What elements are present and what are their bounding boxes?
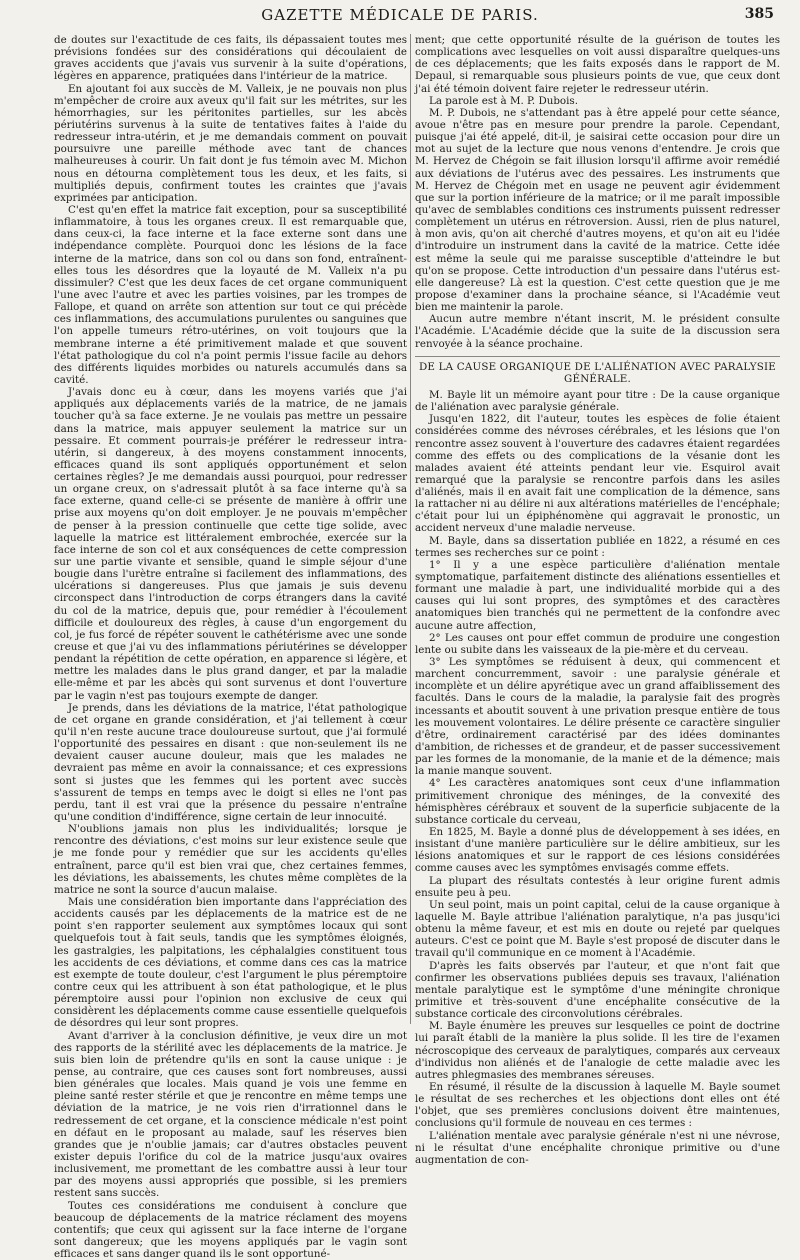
left-column	[54, 34, 407, 1026]
paragraph: En ajoutant foi aux succès de M. Valleix, je ne pouvais non plus m'empêcher de croire aux aveux qu'il fait sur les métrites, sur les hémorrhagies, sur les péritonites partielles, sur les abcès périutérins survenus à la suite de tentatives faites à l'aide du redresseur intra-utérin, et je me demandais comment on pouvait poursuivre une pareille méthode avec tant de chances malheureuses à courir. Un fait dont je fus témoin avec M. Michon nous en détourna complètement tous les deux, et les faits, si multipliés depuis, confirment toutes les craintes que j'avais exprimées par anticipation.	[54, 83, 407, 204]
paragraph: Aucun autre membre n'étant inscrit, M. le président consulte l'Académie. L'Académie décide que la suite de la discussion sera renvoyée à la séance prochaine.	[415, 313, 780, 349]
paragraph: 3° Les symptômes se réduisent à deux, qui commencent et marchent concurremment, savoir : une paralysie générale et incomplète et un délire apyrétique avec un grand affaiblissement des facultés. Dans le cours de la maladie, la paralysie fait des progrès incessants et aboutit souvent à une privation presque entière de tous les mouvement volontaires. Le délire présente ce caractère singulier d'être, ordinairement caractérisé par des idées dominantes d'ambition, de richesses et de grandeur, et de passer successivement par les formes de la monomanie, de la manie et de la démence; mais la manie manque souvent.	[415, 656, 780, 777]
paragraph: M. Bayle énumère les preuves sur lesquelles ce point de doctrine lui paraît établi de la manière la plus solide. Il les tire de l'examen nécroscopique des cerveaux de paralytiques, comparés aux cerveaux d'individus non aliénés et de l'analogie de cette maladie avec les autres phlegmasies des membranes séreuses.	[415, 1020, 780, 1081]
paragraph: M. Bayle lit un mémoire ayant pour titre : De la cause organique de l'aliénation avec paralysie générale.	[415, 389, 780, 413]
paragraph: M. P. Dubois, ne s'attendant pas à être appelé pour cette séance, avoue n'être pas en mesure pour prendre la parole. Cependant, puisque j'ai été appelé, dit-il, je saisirai cette occasion pour dire un mot au sujet de la lecture que nous venons d'entendre. Je crois que M. Hervez de Chégoin se fait illusion lorsqu'il affirme avoir remédié aux déviations de l'utérus avec des pessaires. Les instruments que M. Hervez de Chégoin met en usage ne peuvent agir évidemment que sur la portion inférieure de la matrice; or il me paraît impossible qu'avec de semblables conditions ces instruments puissent redresser complètement un utérus en rétroversion. Aussi, rien de plus naturel, à mon avis, qu'on ait cherché d'autres moyens, et qu'on ait eu l'idée d'introduire un instrument dans la cavité de la matrice. Cette idée est même la seule qui me paraisse susceptible d'atteindre le but qu'on se propose. Cette introduction d'un pessaire dans l'utérus est-elle dangereuse? Là est la question. C'est cette question que je me propose d'examiner dans la prochaine séance, si l'Académie veut bien me maintenir la parole.	[415, 107, 780, 313]
paragraph: Avant d'arriver à la conclusion définitive, je veux dire un mot des rapports de la stérilité avec les déplacements de la matrice. Je suis bien loin de prétendre qu'ils en sont la cause unique : je pense, au contraire, que ces causes sont fort nombreuses, aussi bien générales que locales. Mais quand je vois une femme en pleine santé rester stérile et que je rencontre en même temps une déviation de la matrice, je ne vois rien d'irrationnel dans le redressement de cet organe, et la conscience médicale n'est point en défaut en le proposant au malade, sauf les réserves bien grandes que je n'oublie jamais; car d'autres obstacles peuvent exister depuis l'orifice du col de la matrice jusqu'aux ovaires inclusivement, me promettant de les combattre aussi à leur tour par des moyens aussi appropriés que possible, si les premiers restent sans succès.	[54, 1030, 407, 1200]
paragraph: Je prends, dans les déviations de la matrice, l'état pathologique de cet organe en grande considération, et j'ai tellement à cœur qu'il n'en reste aucune trace douloureuse surtout, que j'ai formulé l'opportunité des pessaires en disant : que non-seulement ils ne devaient causer aucune douleur, mais que les malades ne devraient pas même en avoir la connaissance; et ces expressions sont si justes que les femmes qui les portent avec succès s'assurent de temps en temps avec le doigt si elles ne l'ont pas perdu, tant il est vrai que la présence du pessaire n'entraîne qu'une condition d'indifférence, signe certain de leur innocuité.	[54, 702, 407, 823]
column-divider	[410, 34, 411, 1024]
section-heading: DE LA CAUSE ORGANIQUE DE L'ALIÉNATION AVEC PARALYSIE GÉNÉRALE.	[415, 356, 780, 385]
paragraph: Un seul point, mais un point capital, celui de la cause organique à laquelle M. Bayle attribue l'aliénation paralytique, n'a pas jusqu'ici obtenu la même faveur, et est mis en doute ou rejeté par quelques auteurs. C'est ce point que M. Bayle s'est proposé de discuter dans le travail qu'il communique en ce moment à l'Académie.	[415, 899, 780, 960]
paragraph: ment; que cette opportunité résulte de la guérison de toutes les complications avec lesquelles on voit aussi disparaître quelques-uns de ces déplacements; que les faits exposés dans le rapport de M. Depaul, si remarquable sous plusieurs points de vue, que ceux dont j'ai été témoin doivent faire rejeter le redresseur utérin.	[415, 34, 780, 95]
paragraph: En résumé, il résulte de la discussion à laquelle M. Bayle soumet le résultat de ses recherches et les objections dont elles ont été l'objet, que ses premières conclusions doivent être maintenues, conclusions qu'il formule de nouveau en ces termes :	[415, 1081, 780, 1130]
paragraph: C'est qu'en effet la matrice fait exception, pour sa susceptibilité inflammatoire, à tous les organes creux. Il est remarquable que, dans ceux-ci, la face interne et la face externe sont dans une indépendance complète. Pourquoi donc les lésions de la face interne de la matrice, dans son col ou dans son fond, entraînent-elles tous les désordres que la loyauté de M. Valleix n'a pu dissimuler? C'est que les deux faces de cet organe communiquent l'une avec l'autre et avec les parties voisines, par les trompes de Fallope, et quand on arrête son attention sur tout ce qui précède ces inflammations, des accumulations purulentes ou sanguines que l'on appelle tumeurs rétro-utérines, on voit toujours que la membrane interne a été primitivement malade et que souvent l'état pathologique du col n'a point permis l'issue facile au dehors des différents liquides morbides ou naturels accumulés dans sa cavité.	[54, 204, 407, 386]
paragraph: de doutes sur l'exactitude de ces faits, ils dépassaient toutes mes prévisions fondées sur des considérations qui découlaient de graves accidents que j'avais vus survenir à la suite d'opérations, légères en apparence, pratiquées dans l'intérieur de la matrice.	[54, 34, 407, 83]
paragraph: 2° Les causes ont pour effet commun de produire une congestion lente ou subite dans les vaisseaux de la pie-mère et du cerveau.	[415, 632, 780, 656]
journal-title: GAZETTE MÉDICALE DE PARIS.	[0, 6, 800, 24]
paragraph: Toutes ces considérations me conduisent à conclure que beaucoup de déplacements de la matrice réclament des moyens contentifs; que ceux qui agissent sur la face interne de l'organe sont dangereux; que les moyens appliqués par le vagin sont efficaces et sans danger quand ils le sont opportuné-	[54, 1200, 407, 1260]
paragraph: Mais une considération bien importante dans l'appréciation des accidents causés par les déplacements de la matrice est de ne point s'en rapporter seulement aux symptômes locaux qui sont quelquefois tout à fait seuls, tandis que les symptômes éloignés, les gastralgies, les palpitations, les céphalalgies constituent tous les accidents de ces déviations, et comme dans ces cas la matrice est exempte de toute douleur, c'est l'argument le plus péremptoire contre ceux qui les attribuent à son état pathologique, et le plus péremptoire aussi pour l'opinion non exclusive de ceux qui considèrent les déplacements comme cause essentielle quelquefois de désordres qui leur sont propres.	[54, 896, 407, 1030]
paragraph: La plupart des résultats contestés à leur origine furent admis ensuite peu à peu.	[415, 875, 780, 899]
right-column	[415, 34, 780, 1026]
paragraph: La parole est à M. P. Dubois.	[415, 95, 780, 107]
paragraph: En 1825, M. Bayle a donné plus de développement à ses idées, en insistant d'une manière particulière sur le délire ambitieux, sur les lésions anatomiques et sur le rapport de ces lésions considérées comme causes avec les symptômes envisagés comme effets.	[415, 826, 780, 875]
paragraph: Jusqu'en 1822, dit l'auteur, toutes les espèces de folie étaient considérées comme des névroses cérébrales, et les lésions que l'on rencontre assez souvent à l'ouverture des cadavres étaient regardées comme des effets ou des complications de la vésanie dont les malades avaient été atteints pendant leur vie. Esquirol avait remarqué que la paralysie se rencontre parfois dans les asiles d'aliénés, mais il en avait fait une complication de la démence, sans la rattacher ni au délire ni aux altérations matérielles de l'encéphale; c'était pour lui un épiphénomène qui aggravait le pronostic, un accident nerveux d'une maladie nerveuse.	[415, 413, 780, 534]
paragraph: L'aliénation mentale avec paralysie générale n'est ni une névrose, ni le résultat d'une encéphalite chronique primitive ou d'une augmentation de con-	[415, 1130, 780, 1166]
paragraph: D'après les faits observés par l'auteur, et que n'ont fait que confirmer les observations publiées depuis ses travaux, l'aliénation mentale paralytique est le symptôme d'une méningite chronique primitive et très-souvent d'une encéphalite consécutive de la substance corticale des circonvolutions cérébrales.	[415, 960, 780, 1021]
paragraph: M. Bayle, dans sa dissertation publiée en 1822, a résumé en ces termes ses recherches sur ce point :	[415, 535, 780, 559]
page-number: 385	[745, 6, 774, 22]
paragraph: J'avais donc eu à cœur, dans les moyens variés que j'ai appliqués aux déplacements variés de la matrice, de ne jamais toucher qu'à sa face externe. Je ne voulais pas mettre un pessaire dans la matrice, mais appuyer seulement la matrice sur un pessaire. Et comment pourrais-je préférer le redresseur intra-utérin, si dangereux, à des moyens constamment innocents, efficaces quand ils sont appliqués opportunément et selon certaines règles? Je me demandais aussi pourquoi, pour redresser un organe creux, on s'adressait plutôt à sa face interne qu'à sa face externe, quand celle-ci se présente de manière à offrir une prise aux moyens qu'on doit employer. Je ne pouvais m'empêcher de penser à la pression continuelle que cette tige solide, avec laquelle la matrice est littéralement embrochée, exercée sur la face interne de son col et aux conséquences de cette compression sur une partie vivante et sensible, quand le simple séjour d'une bougie dans l'urètre entraîne si facilement des inflammations, des ulcérations si dangereuses. Plus que jamais je suis devenu circonspect dans l'introduction de corps étrangers dans la cavité du col de la matrice, depuis que, pour remédier à l'écoulement difficile et douloureux des règles, à cause d'un engorgement du col, je fus forcé de répéter souvent le cathétérisme avec une sonde creuse et que j'ai vu des inflammations périutérines se développer pendant la répétition de cette opération, en apparence si légère, et mettre les malades dans le plus grand danger, et par la maladie elle-même et par les abcès qui sont survenus et dont l'ouverture par le vagin n'est pas toujours exempte de danger.	[54, 386, 407, 702]
paragraph: 4° Les caractères anatomiques sont ceux d'une inflammation primitivement chronique des méninges, de la convexité des hémisphères cérébraux et souvent de la superficie subjacente de la substance corticale du cerveau,	[415, 777, 780, 826]
paragraph: 1° Il y a une espèce particulière d'aliénation mentale symptomatique, parfaitement distincte des aliénations essentielles et formant une maladie à part, une individualité morbide qui a des causes qui lui sont propres, des symptômes et des caractères anatomiques bien tranchés qui ne permettent de la confondre avec aucune autre affection,	[415, 559, 780, 632]
paragraph: N'oublions jamais non plus les individualités; lorsque je rencontre des déviations, c'est moins sur leur existence seule que je me fonde pour y remédier que sur les accidents qu'elles entraînent, parce qu'il est bien vrai que, chez certaines femmes, les déviations, les abaissements, les chutes même complètes de la matrice ne sont la source d'aucun malaise.	[54, 823, 407, 896]
